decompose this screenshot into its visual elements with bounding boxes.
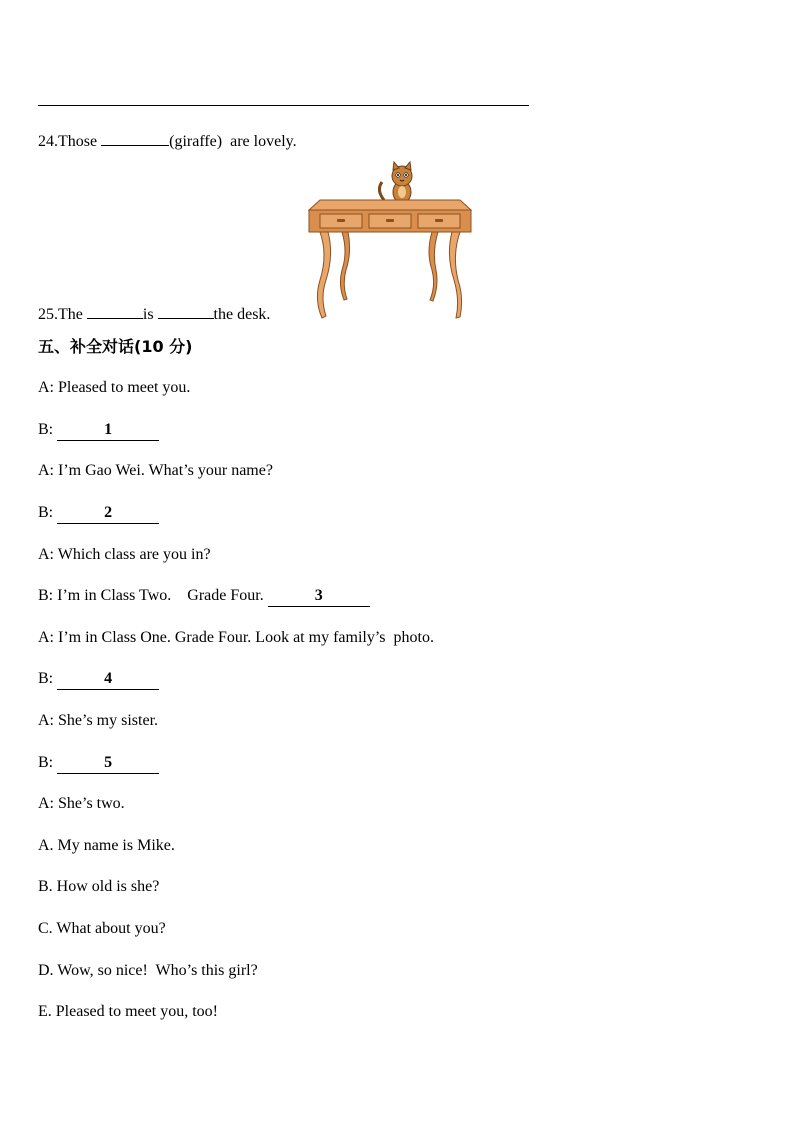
cat-icon (379, 162, 412, 206)
dialogue-line (38, 753, 159, 774)
question-number: 25. (38, 306, 58, 323)
speaker-label: A: (38, 712, 54, 729)
dialogue-line (38, 669, 159, 690)
answer-blank[interactable]: 3 (268, 586, 370, 607)
dialogue-text: I’m in Class One. Grade Four. Look at my family’s photo. (58, 629, 434, 646)
answer-line-23 (38, 105, 529, 106)
option-e: E. Pleased to meet you, too! (38, 1003, 218, 1020)
speaker-label: A: (38, 546, 54, 563)
dialogue-text: Which class are you in? (57, 546, 211, 563)
fill-blank[interactable] (101, 129, 169, 146)
dialogue-line (38, 794, 125, 814)
question-24 (38, 129, 297, 152)
dialogue-text: She’s my sister. (58, 712, 159, 729)
question-text: the desk. (213, 306, 271, 323)
fill-blank[interactable] (158, 302, 214, 319)
speaker-label: B: (38, 587, 54, 604)
speaker-label: A: (38, 462, 54, 479)
fill-blank[interactable] (87, 302, 143, 319)
option-b: B. How old is she? (38, 878, 160, 895)
dialogue-text: I’m in Class Two. Grade Four. (57, 587, 264, 604)
desk-icon (309, 200, 471, 318)
question-25 (38, 302, 270, 325)
speaker-label: A: (38, 795, 54, 812)
option-a: A. My name is Mike. (38, 837, 175, 854)
word-hint: (giraffe) (169, 133, 223, 150)
dialogue-line (38, 461, 273, 481)
answer-blank[interactable]: 5 (57, 753, 159, 774)
speaker-label: A: (38, 629, 54, 646)
dialogue-text: She’s two. (58, 795, 125, 812)
question-number: 24. (38, 133, 58, 150)
dialogue-line (38, 586, 370, 607)
dialogue-line (38, 711, 158, 731)
dialogue-line (38, 503, 159, 524)
answer-blank[interactable]: 1 (57, 420, 159, 441)
option-c: C. What about you? (38, 920, 166, 937)
dialogue-text: Pleased to meet you. (58, 379, 191, 396)
speaker-label: B: (38, 670, 54, 687)
answer-blank[interactable]: 2 (57, 503, 159, 524)
cat-on-desk-picture (306, 160, 474, 320)
speaker-label: B: (38, 754, 54, 771)
speaker-label: B: (38, 421, 54, 438)
dialogue-line (38, 545, 211, 565)
dialogue-line (38, 628, 434, 648)
speaker-label: B: (38, 504, 54, 521)
dialogue-line (38, 420, 159, 441)
question-text: The (58, 306, 83, 323)
question-text: is (142, 306, 154, 323)
option-d: D. Wow, so nice! Who’s this girl? (38, 962, 258, 979)
answer-blank[interactable]: 4 (57, 669, 159, 690)
speaker-label: A: (38, 379, 54, 396)
question-text: Those (58, 133, 98, 150)
question-text: are lovely. (230, 133, 297, 150)
dialogue-text: I’m Gao Wei. What’s your name? (58, 462, 273, 479)
section-heading: 五、补全对话(10 分) (38, 337, 193, 356)
dialogue-line (38, 378, 190, 398)
